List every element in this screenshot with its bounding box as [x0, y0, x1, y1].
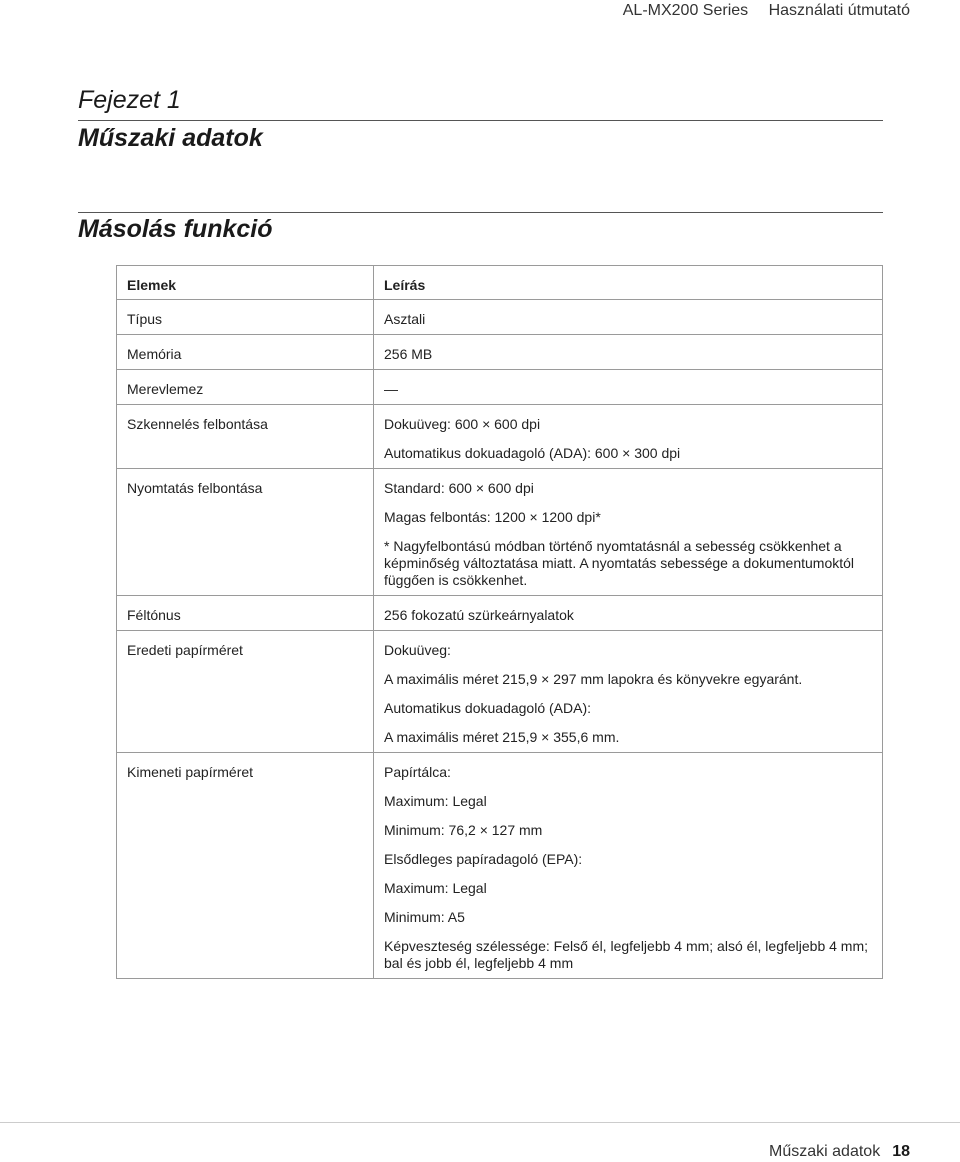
row-value [374, 631, 883, 753]
value-line: 256 fokozatú szürkeárnyalatok [384, 607, 574, 623]
value-line: Minimum: 76,2 × 127 mm [384, 822, 543, 838]
value-line: Papírtálca: [384, 764, 451, 780]
value-line: Elsődleges papíradagoló (EPA): [384, 851, 583, 867]
header-product: AL-MX200 Series [622, 2, 749, 19]
row-key: Eredeti papírméret [117, 631, 374, 753]
value-line: Minimum: A5 [384, 909, 465, 925]
row-value [374, 469, 883, 596]
footer-divider [0, 1122, 960, 1123]
value-line: Asztali [384, 311, 426, 327]
section-title: Másolás funkció [78, 215, 273, 243]
table-row [117, 370, 883, 405]
value-line: 256 MB [384, 346, 433, 362]
value-line: — [384, 381, 398, 397]
row-key: Kimeneti papírméret [117, 753, 374, 979]
table-row [117, 631, 883, 753]
page-number: 18 [892, 1143, 910, 1160]
row-key: Típus [117, 300, 374, 335]
value-line: Dokuüveg: 600 × 600 dpi [384, 416, 541, 432]
value-line: Maximum: Legal [384, 880, 487, 896]
header-guide-title: Használati útmutató [768, 2, 910, 19]
spec-table [116, 265, 883, 979]
running-header [623, 0, 910, 22]
chapter-title: Műszaki adatok [78, 124, 263, 152]
row-key: Szkennelés felbontása [117, 405, 374, 469]
section-divider [78, 212, 883, 213]
value-line: Standard: 600 × 600 dpi [384, 480, 534, 496]
value-line: Automatikus dokuadagoló (ADA): 600 × 300 dpi [384, 445, 681, 461]
row-value [374, 596, 883, 631]
row-key: Merevlemez [117, 370, 374, 405]
row-key: Féltónus [117, 596, 374, 631]
row-key: Nyomtatás felbontása [117, 469, 374, 596]
value-line: A maximális méret 215,9 × 297 mm lapokra és könyvekre egyaránt. [384, 671, 803, 687]
table-row [117, 596, 883, 631]
value-line: Képveszteség szélessége: Felső él, legfeljebb 4 mm; alsó él, legfeljebb 4 mm; bal és jobb él, legfeljebb 4 mm [384, 938, 869, 971]
column-header-description: Leírás [374, 266, 883, 300]
value-line: Automatikus dokuadagoló (ADA): [384, 700, 591, 716]
chapter-label: Fejezet 1 [78, 86, 181, 114]
value-footnote: * Nagyfelbontású módban történő nyomtatásnál a sebesség csökkenhet a képminőség változtatása miatt. A nyomtatás sebessége a dokumentumoktól függően is csökkenhet. [384, 538, 855, 588]
value-line: A maximális méret 215,9 × 355,6 mm. [384, 729, 620, 745]
table-row [117, 405, 883, 469]
row-key: Memória [117, 335, 374, 370]
table-header-row [117, 266, 883, 300]
row-value [374, 753, 883, 979]
table-row [117, 753, 883, 979]
column-header-items: Elemek [117, 266, 374, 300]
chapter-divider [78, 120, 883, 121]
table-row [117, 300, 883, 335]
row-value [374, 335, 883, 370]
footer-section: Műszaki adatok [769, 1143, 881, 1160]
value-line: Dokuüveg: [384, 642, 451, 658]
row-value [374, 370, 883, 405]
table-row [117, 469, 883, 596]
running-footer [769, 1142, 910, 1162]
value-line: Maximum: Legal [384, 793, 487, 809]
row-value [374, 300, 883, 335]
value-line: Magas felbontás: 1200 × 1200 dpi* [384, 509, 601, 525]
row-value [374, 405, 883, 469]
table-row [117, 335, 883, 370]
